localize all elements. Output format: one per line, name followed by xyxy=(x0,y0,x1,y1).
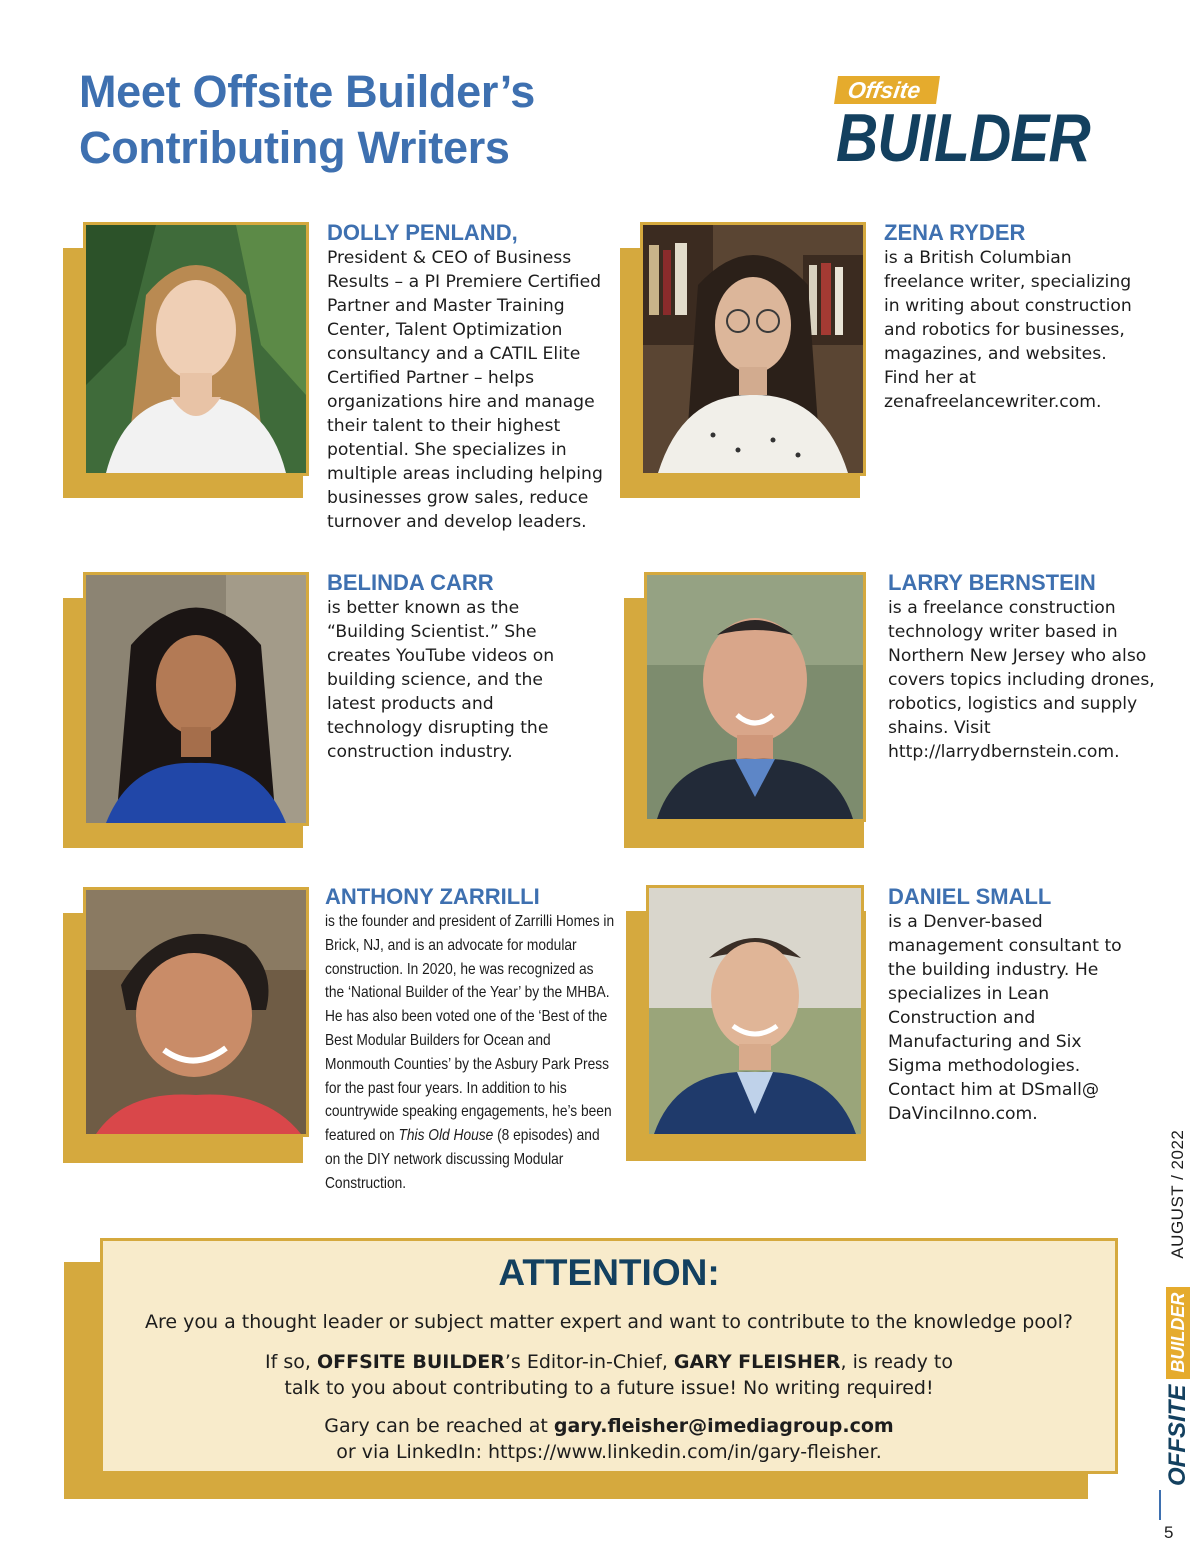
writer-name: DANIEL SMALL xyxy=(888,884,1052,909)
writer-photo-zena-ryder xyxy=(620,222,866,498)
writer-description-part-2: (8 episodes) and on the DIY network discussing Modular Construction. xyxy=(325,1127,600,1192)
attention-brand: OFFSITE BUILDER xyxy=(316,1351,505,1373)
page-title xyxy=(79,64,535,176)
page-number-rule xyxy=(1159,1490,1161,1520)
attention-box xyxy=(100,1238,1118,1474)
side-brand-builder: BUILDER xyxy=(1166,1287,1190,1379)
side-label xyxy=(1158,1129,1198,1486)
writer-photo-anthony-zarrilli xyxy=(63,887,309,1163)
attention-line-2-pre: If so, xyxy=(265,1351,317,1373)
writer-description: President & CEO of Business Results – a PI Premiere Certified Partner and Master Training Center, Talent Optimization consultancy and a CATIL Elite Certified Partner – helps organizations hire and manage their talent to their highest potential. She specializes in multiple areas including helping businesses grow sales, reduce turnover and develop leaders. xyxy=(327,248,603,532)
issue-date: AUGUST / 2022 xyxy=(1168,1129,1187,1259)
writer-bio-daniel-small xyxy=(888,884,1138,1126)
writer-bio-anthony-zarrilli xyxy=(325,884,625,1196)
logo-tag: Offsite xyxy=(834,76,940,104)
portrait-illustration xyxy=(86,575,306,823)
writer-description-part-1: is the founder and president of Zarrilli Homes in Brick, NJ, and is an advocate for modular construction. In 2020, he was recognized as the ‘National Builder of the Year’ by the MHBA. He has also been voted one of the ‘Best of the Best Modular Builders for Ocean and Monmouth Counties’ by the Asbury Park Press for the past four years. In addition to his countrywide speaking engagements, he’s been featured on xyxy=(325,913,615,1145)
attention-line-3-pre: Gary can be reached at xyxy=(324,1415,554,1437)
writer-photo-larry-bernstein xyxy=(624,572,870,848)
writer-bio-belinda-carr xyxy=(327,570,587,764)
writer-photo-daniel-small xyxy=(626,885,872,1161)
attention-line-2-mid: ’s Editor-in-Chief, xyxy=(504,1351,674,1373)
writer-description: is a Denver-based management consultant to the building industry. He specializes in Lean Construction and Manufacturing and Six Sigma methodologies. Contact him at DSmall@ DaVinciInno.com. xyxy=(888,912,1122,1124)
portrait-illustration xyxy=(649,888,861,1134)
attention-editor-name: GARY FLEISHER xyxy=(673,1351,841,1373)
writer-photo-belinda-carr xyxy=(63,572,309,848)
writer-name: DOLLY PENLAND, xyxy=(327,220,518,245)
portrait-illustration xyxy=(86,890,306,1134)
page-number: 5 xyxy=(1164,1523,1174,1542)
writer-name: ZENA RYDER xyxy=(884,220,1026,245)
page-title-line-1: Meet Offsite Builder’s xyxy=(79,66,535,117)
attention-email[interactable]: gary.fleisher@imediagroup.com xyxy=(553,1415,894,1437)
side-brand-offsite: OFFSITE xyxy=(1164,1384,1191,1486)
attention-line-3-post: or via LinkedIn: https://www.linkedin.com/in/gary-fleisher. xyxy=(336,1441,882,1463)
writer-description: is better known as the “Building Scientist.” She creates YouTube videos on building science, and the latest products and technology disrupting the construction industry. xyxy=(327,598,555,762)
attention-line-2-post: , is ready to talk to you about contributing to a future issue! No writing required! xyxy=(284,1351,953,1399)
writer-description-italic: This Old House xyxy=(398,1127,494,1145)
writer-description: is a British Columbian freelance writer, specializing in writing about construction and robotics for businesses, magazines, and websites. Find her at zenafreelancewriter.com. xyxy=(884,248,1132,412)
writer-bio-larry-bernstein xyxy=(888,570,1158,764)
attention-heading: ATTENTION: xyxy=(498,1252,720,1293)
attention-line-1: Are you a thought leader or subject matter expert and want to contribute to the knowledge pool? xyxy=(145,1311,1073,1333)
portrait-illustration xyxy=(647,575,863,819)
attention-line-2 xyxy=(103,1349,1115,1401)
writer-name: ANTHONY ZARRILLI xyxy=(325,884,540,909)
offsite-builder-logo xyxy=(836,76,1136,176)
writer-description xyxy=(325,910,615,1196)
writer-photo-dolly-penland xyxy=(63,222,309,498)
logo-word: BUILDER xyxy=(836,100,1090,176)
writer-bio-zena-ryder xyxy=(884,220,1144,414)
page-title-line-2: Contributing Writers xyxy=(79,122,510,173)
writer-name: LARRY BERNSTEIN xyxy=(888,570,1096,595)
writer-description: is a freelance construction technology writer based in Northern New Jersey who also covers topics including drones, robotics, logistics and supply shains. Visit http://larrydbernstein.com. xyxy=(888,598,1155,762)
writer-bio-dolly-penland xyxy=(327,220,617,534)
attention-line-3 xyxy=(103,1413,1115,1465)
portrait-illustration xyxy=(643,225,863,473)
writer-name: BELINDA CARR xyxy=(327,570,494,595)
portrait-illustration xyxy=(86,225,306,473)
